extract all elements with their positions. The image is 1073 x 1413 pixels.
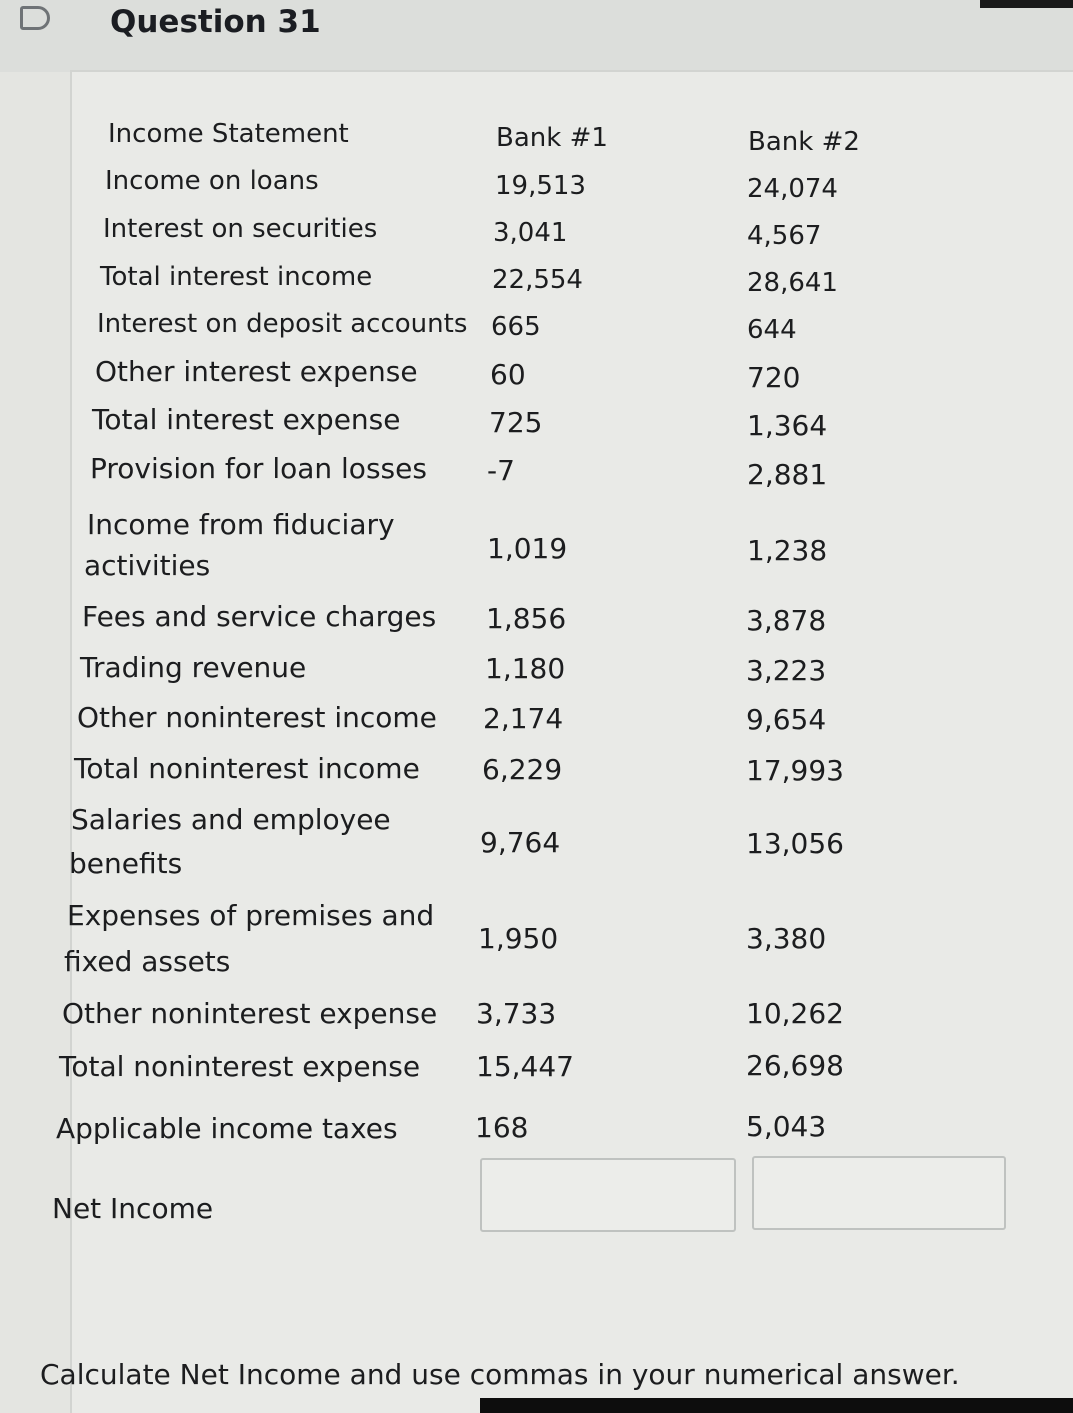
header-bank-1: Bank #1 <box>496 123 608 153</box>
row-label-line1: Expenses of premises and <box>67 899 435 932</box>
row-bank2-value: 644 <box>747 315 797 345</box>
row-bank1-value: 2,174 <box>483 702 564 735</box>
net-income-bank1-input[interactable] <box>480 1158 736 1232</box>
row-bank2-value: 9,654 <box>746 703 827 736</box>
row-bank1-value: 9,764 <box>480 826 561 859</box>
row-bank1-value: 19,513 <box>495 171 586 201</box>
row-bank1-value: 665 <box>491 312 541 342</box>
row-label: Total interest expense <box>92 403 401 436</box>
row-label: Interest on securities <box>103 214 378 244</box>
row-label: Income on loans <box>105 166 319 196</box>
row-bank2-value: 3,878 <box>746 604 827 637</box>
row-label: Total noninterest expense <box>59 1050 421 1083</box>
screen-bottom-edge <box>480 1398 1073 1413</box>
row-label: Trading revenue <box>80 651 307 684</box>
row-bank2-value: 4,567 <box>747 221 822 251</box>
row-bank2-value: 1,238 <box>747 534 828 567</box>
row-label: Other interest expense <box>95 355 418 388</box>
row-bank2-value: 2,881 <box>747 458 828 491</box>
row-bank1-value: -7 <box>487 454 515 487</box>
net-income-bank2-input[interactable] <box>752 1156 1006 1230</box>
header-income-statement: Income Statement <box>108 119 349 149</box>
row-bank2-value: 1,364 <box>747 409 828 442</box>
row-bank1-value: 15,447 <box>476 1050 574 1083</box>
row-bank2-value: 5,043 <box>746 1110 827 1143</box>
row-label: Total noninterest income <box>74 752 420 785</box>
row-bank2-value: 3,380 <box>746 922 827 955</box>
row-bank1-value: 3,041 <box>493 218 568 248</box>
question-title: Question 31 <box>110 4 321 40</box>
row-label: Other noninterest income <box>77 701 437 734</box>
row-bank1-value: 6,229 <box>482 753 563 786</box>
row-bank1-value: 1,019 <box>487 532 568 565</box>
row-bank2-value: 28,641 <box>747 268 838 298</box>
row-bank1-value: 22,554 <box>492 265 583 295</box>
row-bank2-value: 24,074 <box>747 174 838 204</box>
row-bank1-value: 725 <box>489 406 543 439</box>
instruction-text: Calculate Net Income and use commas in your numerical answer. <box>40 1358 960 1391</box>
row-bank2-value: 3,223 <box>746 654 827 687</box>
row-bank1-value: 1,856 <box>486 602 567 635</box>
row-bank2-value: 17,993 <box>746 754 844 787</box>
row-bank1-value: 60 <box>490 358 526 391</box>
row-bank2-value: 10,262 <box>746 997 844 1030</box>
row-label-line1: Salaries and employee <box>71 803 391 836</box>
row-bank2-value: 13,056 <box>746 827 844 860</box>
net-income-label: Net Income <box>52 1192 214 1225</box>
row-label: Total interest income <box>100 262 373 292</box>
row-bank1-value: 1,950 <box>478 922 559 955</box>
row-label: Interest on deposit accounts <box>97 309 468 339</box>
row-bank1-value: 1,180 <box>485 652 566 685</box>
row-bank2-value: 26,698 <box>746 1049 844 1082</box>
row-bank1-value: 168 <box>475 1111 529 1144</box>
row-label-line1: Income from fiduciary <box>87 508 395 541</box>
row-label: Provision for loan losses <box>90 452 427 485</box>
row-label-line2: activities <box>84 549 211 582</box>
row-label: Applicable income taxes <box>56 1112 398 1145</box>
row-label-line2: benefits <box>69 847 183 880</box>
row-label: Fees and service charges <box>82 600 437 633</box>
row-label: Other noninterest expense <box>62 997 438 1030</box>
row-bank1-value: 3,733 <box>476 997 557 1030</box>
header-bank-2: Bank #2 <box>748 127 860 157</box>
row-bank2-value: 720 <box>747 361 801 394</box>
row-label-line2: fixed assets <box>64 945 231 978</box>
